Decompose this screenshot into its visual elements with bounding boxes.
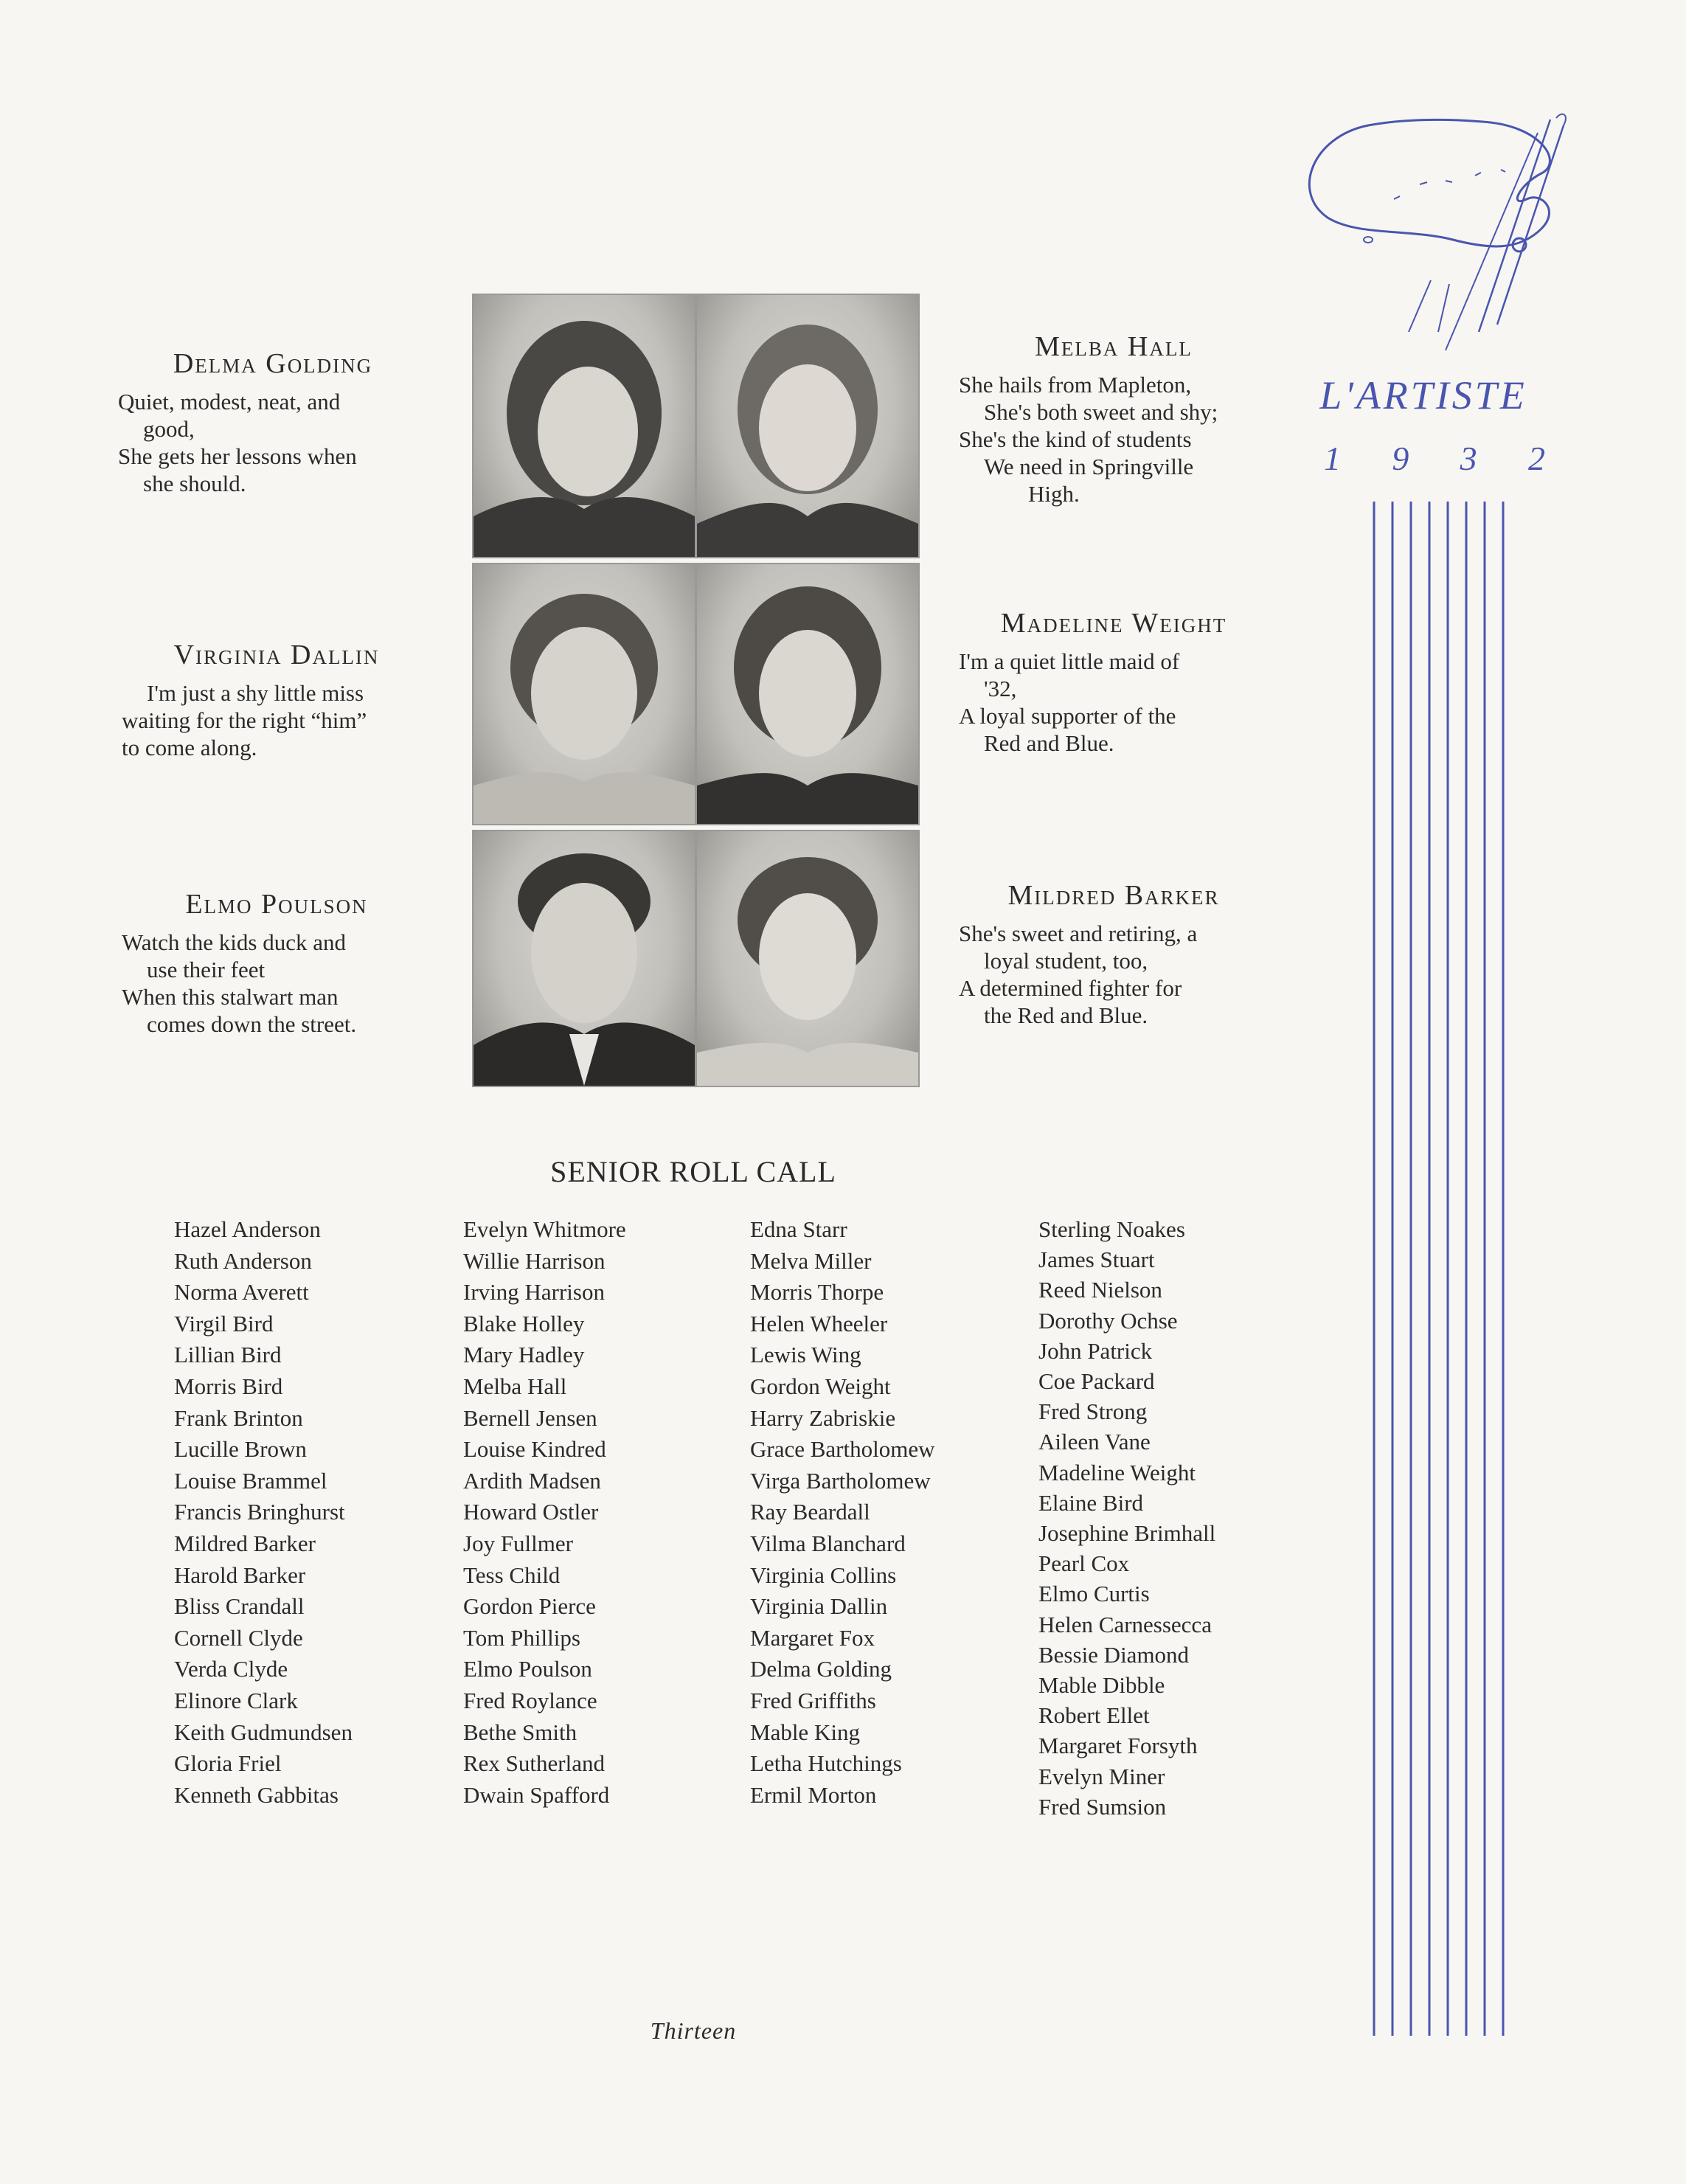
roll-call-name: Virgil Bird <box>174 1310 274 1337</box>
year-digit: 2 <box>1527 440 1545 477</box>
verse-line: A loyal supporter of the <box>959 703 1176 729</box>
verse-line: comes down the street. <box>147 1011 357 1037</box>
roll-call-name: Sterling Noakes <box>1038 1216 1185 1242</box>
student-verse <box>118 388 428 497</box>
roll-call-name: Delma Golding <box>750 1656 892 1682</box>
roll-call-name: Irving Harrison <box>463 1279 605 1306</box>
student-verse <box>122 679 431 761</box>
roll-call-name: Letha Hutchings <box>750 1750 902 1777</box>
student-name: Elmo Poulson <box>185 889 368 920</box>
roll-call-name: Vilma Blanchard <box>750 1530 906 1556</box>
student-name: Madeline Weight <box>1000 608 1227 639</box>
roll-call-name: Louise Brammel <box>174 1467 327 1494</box>
roll-call-name: Josephine Brimhall <box>1038 1520 1216 1547</box>
roll-call-name: Ermil Morton <box>750 1781 877 1808</box>
caption-madeline-weight <box>959 610 1269 757</box>
roll-call-name: Virga Bartholomew <box>750 1467 931 1494</box>
roll-call-name: Coe Packard <box>1038 1368 1155 1395</box>
caption-delma-golding <box>118 350 428 497</box>
roll-call-name: Mable Dibble <box>1038 1672 1165 1699</box>
roll-call-name: James Stuart <box>1038 1247 1155 1273</box>
roll-call-name: Dwain Spafford <box>463 1781 610 1808</box>
portrait-delma-golding <box>472 294 696 558</box>
roll-call-name: Tess Child <box>463 1561 561 1588</box>
portrait-virginia-dallin <box>472 563 696 825</box>
roll-call-name: Dorothy Ochse <box>1038 1307 1178 1334</box>
verse-line: A determined fighter for <box>959 975 1182 1001</box>
student-name: Virginia Dallin <box>173 639 380 670</box>
roll-call-name: Elaine Bird <box>1038 1489 1144 1516</box>
roll-call-name: Cornell Clyde <box>174 1624 303 1651</box>
verse-line: Watch the kids duck and <box>122 929 346 955</box>
roll-call-name: Mary Hadley <box>463 1342 585 1368</box>
verse-line: use their feet <box>147 957 266 982</box>
portrait-madeline-weight <box>695 563 920 825</box>
year-digit: 9 <box>1392 440 1409 477</box>
verse-line: waiting for the right “him” <box>122 707 367 733</box>
roll-call-name: Verda Clyde <box>174 1656 288 1682</box>
roll-call-name: Fred Roylance <box>463 1687 597 1713</box>
verse-line: I'm a quiet little maid of <box>959 648 1180 674</box>
roll-call-name: Helen Carnessecca <box>1038 1611 1212 1637</box>
roll-call-name: Lewis Wing <box>750 1342 861 1368</box>
roll-call-name: Elinore Clark <box>174 1687 298 1713</box>
student-verse <box>959 371 1269 507</box>
verse-line: Red and Blue. <box>984 730 1114 756</box>
roll-call-name: Ruth Anderson <box>174 1247 312 1274</box>
verse-line: the Red and Blue. <box>984 1002 1148 1028</box>
roll-call-name: Virginia Dallin <box>750 1593 888 1620</box>
roll-call-name: Margaret Fox <box>750 1624 875 1651</box>
roll-call-name: Robert Ellet <box>1038 1702 1150 1729</box>
roll-call-name: Aileen Vane <box>1038 1429 1151 1455</box>
caption-virginia-dallin <box>122 639 431 761</box>
yearbook-title: L'ARTISTE <box>1319 373 1527 417</box>
roll-call-column-2 <box>463 1214 626 1811</box>
decorative-stripes <box>1370 502 1518 2036</box>
roll-call-column-4 <box>1038 1214 1215 1822</box>
roll-call-name: Fred Sumsion <box>1038 1793 1167 1820</box>
roll-call-name: Evelyn Miner <box>1038 1763 1165 1789</box>
roll-call-name: Lucille Brown <box>174 1436 307 1463</box>
verse-line: Quiet, modest, neat, and <box>118 389 341 415</box>
roll-call-name: John Patrick <box>1038 1337 1153 1364</box>
roll-call-name: Reed Nielson <box>1038 1277 1162 1303</box>
roll-call-name: Mable King <box>750 1719 860 1745</box>
verse-line: She's both sweet and shy; <box>984 399 1218 425</box>
verse-line: '32, <box>984 676 1017 701</box>
roll-call-name: Willie Harrison <box>463 1247 606 1274</box>
verse-line: good, <box>143 416 195 442</box>
roll-call-name: Morris Bird <box>174 1373 283 1399</box>
roll-call-name: Bernell Jensen <box>463 1404 597 1431</box>
verse-line: High. <box>1028 481 1080 507</box>
roll-call-name: Elmo Curtis <box>1038 1581 1150 1607</box>
roll-call-name: Madeline Weight <box>1038 1459 1196 1486</box>
caption-mildred-barker <box>959 882 1269 1029</box>
student-name: Mildred Barker <box>1007 880 1220 911</box>
student-verse <box>959 920 1269 1029</box>
roll-call-column-1 <box>174 1214 353 1811</box>
artist-palette-icon <box>1298 111 1578 361</box>
verse-line: she should. <box>143 471 246 496</box>
roll-call-name: Norma Averett <box>174 1279 309 1306</box>
roll-call-name: Joy Fullmer <box>463 1530 573 1556</box>
verse-line: She's the kind of students <box>959 426 1192 452</box>
roll-call-name: Ray Beardall <box>750 1499 870 1525</box>
portrait-mildred-barker <box>695 830 920 1087</box>
roll-call-name: Keith Gudmundsen <box>174 1719 353 1745</box>
year-digit: 3 <box>1460 440 1477 477</box>
roll-call-name: Francis Bringhurst <box>174 1499 345 1525</box>
roll-call-title: SENIOR ROLL CALL <box>550 1155 836 1188</box>
roll-call-name: Kenneth Gabbitas <box>174 1781 339 1808</box>
roll-call-name: Virginia Collins <box>750 1561 897 1588</box>
roll-call-name: Harold Barker <box>174 1561 306 1588</box>
roll-call-name: Bessie Diamond <box>1038 1641 1190 1668</box>
portrait-elmo-poulson <box>472 830 696 1087</box>
verse-line: We need in Springville <box>984 454 1194 479</box>
caption-elmo-poulson <box>122 891 431 1038</box>
roll-call-name: Bethe Smith <box>463 1719 577 1745</box>
roll-call-name: Morris Thorpe <box>750 1279 884 1306</box>
roll-call-name: Mildred Barker <box>174 1530 316 1556</box>
roll-call-name: Frank Brinton <box>174 1404 303 1431</box>
roll-call-name: Fred Griffiths <box>750 1687 876 1713</box>
roll-call-name: Bliss Crandall <box>174 1593 305 1620</box>
roll-call-name: Rex Sutherland <box>463 1750 605 1777</box>
roll-call-name: Fred Strong <box>1038 1398 1148 1425</box>
year-digit: 1 <box>1324 440 1341 477</box>
roll-call-name: Margaret Forsyth <box>1038 1733 1198 1759</box>
page-number: Thirteen <box>650 2017 737 2044</box>
verse-line: She gets her lessons when <box>118 443 357 469</box>
verse-line: She hails from Mapleton, <box>959 372 1192 398</box>
verse-line: She's sweet and retiring, a <box>959 921 1198 946</box>
roll-call-column-3 <box>750 1214 934 1811</box>
roll-call-name: Elmo Poulson <box>463 1656 592 1682</box>
roll-call-name: Gordon Pierce <box>463 1593 596 1620</box>
verse-line: loyal student, too, <box>984 948 1148 974</box>
roll-call-name: Gordon Weight <box>750 1373 891 1399</box>
student-verse <box>122 929 431 1038</box>
roll-call-name: Lillian Bird <box>174 1342 282 1368</box>
verse-line: to come along. <box>122 735 257 760</box>
roll-call-name: Helen Wheeler <box>750 1310 888 1337</box>
roll-call-name: Blake Holley <box>463 1310 585 1337</box>
roll-call-name: Melva Miller <box>750 1247 872 1274</box>
roll-call-name: Tom Phillips <box>463 1624 580 1651</box>
roll-call-name: Hazel Anderson <box>174 1216 321 1242</box>
roll-call-name: Howard Ostler <box>463 1499 599 1525</box>
yearbook-year <box>1324 439 1545 478</box>
portrait-melba-hall <box>695 294 920 558</box>
student-name: Melba Hall <box>1035 331 1193 362</box>
roll-call-name: Edna Starr <box>750 1216 847 1242</box>
roll-call-name: Grace Bartholomew <box>750 1436 935 1463</box>
roll-call-name: Evelyn Whitmore <box>463 1216 626 1242</box>
roll-call-name: Ardith Madsen <box>463 1467 601 1494</box>
caption-melba-hall <box>959 333 1269 507</box>
student-name: Delma Golding <box>173 348 373 379</box>
verse-line: When this stalwart man <box>122 984 339 1010</box>
verse-line: I'm just a shy little miss <box>147 680 364 706</box>
roll-call-name: Melba Hall <box>463 1373 567 1399</box>
roll-call-name: Harry Zabriskie <box>750 1404 896 1431</box>
roll-call-name: Louise Kindred <box>463 1436 606 1463</box>
roll-call-name: Gloria Friel <box>174 1750 282 1777</box>
roll-call-name: Pearl Cox <box>1038 1550 1130 1577</box>
student-verse <box>959 648 1269 757</box>
